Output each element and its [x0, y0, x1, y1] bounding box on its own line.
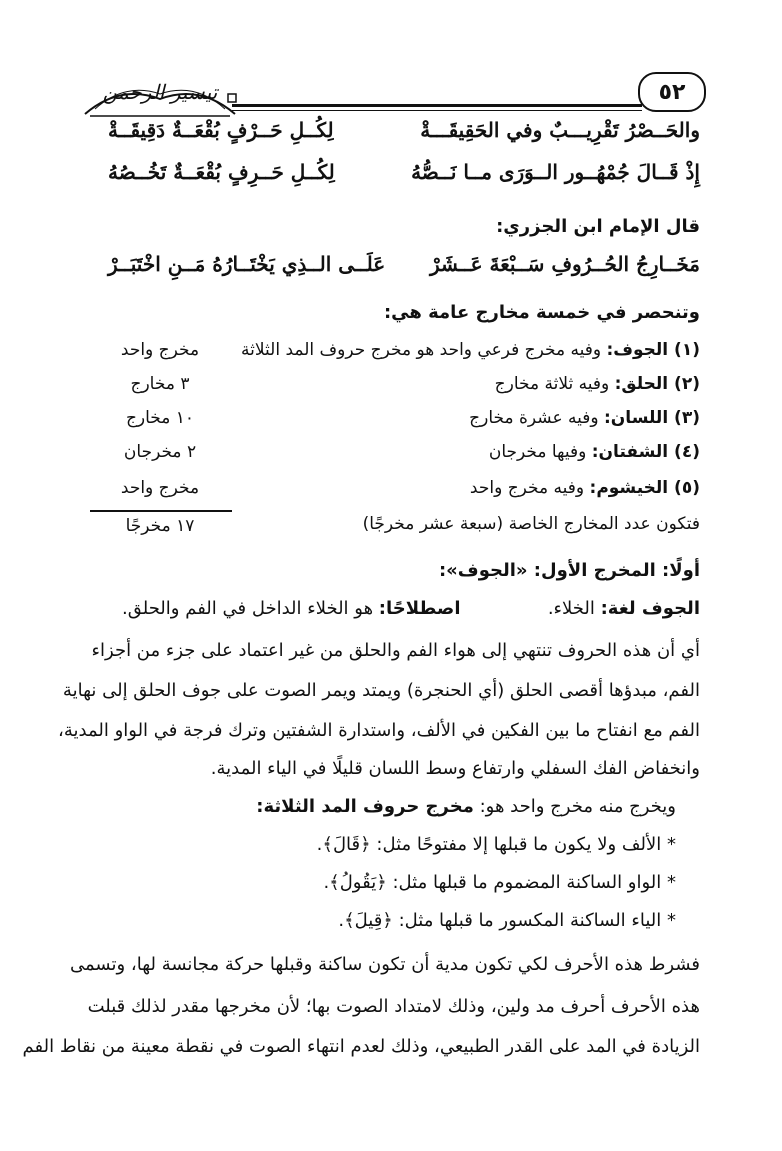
jazari-verse-left: عَلَــى الــذِي يَخْتَــارُهُ مَــنِ اخْتَبَــرْ	[108, 252, 386, 276]
makhraj-text: وفيها مخرجان	[488, 442, 592, 462]
makhraj-row-5	[470, 478, 700, 498]
makhraj-count: ٣ مخارج	[130, 374, 190, 394]
makhraj-count: مخرج واحد	[120, 478, 200, 498]
verse-1-right: والحَــصْرُ تَقْرِيـــبٌ وفي الحَقِيقَـــةْ	[420, 118, 700, 142]
verse-1-left: لِكُــلِ حَــرْفٍ بُقْعَــةٌ دَقِيقَــةْ	[108, 118, 334, 142]
makhraj-text: وفيه ثلاثة مخارج	[494, 374, 615, 394]
para3-line: الزيادة في المد على القدر الطبيعي، وذلك لعدم انتهاء الصوت في نقطة معينة من نقاط الفم	[22, 1036, 700, 1057]
makhraj-label: (٣) اللسان:	[604, 408, 700, 428]
makhraj-label: (٤) الشفتان:	[591, 442, 700, 462]
total-line: فتكون عدد المخارج الخاصة (سبعة عشر مخرجًا)	[362, 514, 700, 534]
makhraj-count: ١٠ مخارج	[125, 408, 195, 428]
verse-2-left: لِكُــلِ حَــرِفٍ بُقْعَــةٌ تَخُــصُهُ	[108, 160, 335, 184]
para1-line: الفم مع انفتاح ما بين الفكين في الألف، واستدارة الشفتين وترك فرجة في الواو المدية،	[58, 720, 700, 741]
para1-line: وانخفاض الفك السفلي وارتفاع وسط اللسان قليلًا في الياء المدية.	[210, 758, 700, 779]
section-title: أولًا: المخرج الأول: «الجوف»:	[438, 560, 700, 581]
page-number-badge	[638, 72, 706, 112]
para1-line: الفم، مبدؤها أقصى الحلق (أي الحنجرة) ويمتد ويمر الصوت على جوف الحلق إلى نهاية	[62, 680, 700, 701]
page-number: ٥٢	[658, 79, 686, 105]
para2	[256, 796, 676, 817]
makhraj-label: (١) الجوف:	[606, 340, 700, 360]
header-rule	[232, 104, 642, 107]
makhraj-label: (٢) الحلق:	[614, 374, 700, 394]
def-istilah-text: هو الخلاء الداخل في الفم والحلق.	[122, 598, 379, 619]
jazari-verse-right: مَخَــارِجُ الحُــرُوفِ سَــبْعَةَ عَــشَرْ	[429, 252, 700, 276]
bullet-item: * الياء الساكنة المكسور ما قبلها مثل: ﴿قِيلَ﴾.	[338, 910, 676, 931]
makhraj-text: وفيه مخرج فرعي واحد هو مخرج حروف المد الثلاثة	[241, 340, 607, 360]
makhraj-label: (٥) الخيشوم:	[589, 478, 700, 498]
para1-line: أي أن هذه الحروف تنتهي إلى هواء الفم والحلق من غير اعتماد على جزء من أجزاء	[91, 640, 700, 661]
makhraj-count: ٢ مخرجان	[123, 442, 197, 462]
para2-prefix: ويخرج منه مخرج واحد هو:	[473, 796, 676, 817]
para2-bold: مخرج حروف المد الثلاثة:	[256, 796, 474, 817]
makhraj-count: مخرج واحد	[120, 340, 200, 360]
def-istilah-label: اصطلاحًا:	[378, 598, 461, 619]
makhraj-row-2	[495, 374, 700, 394]
bullet-item: * الألف ولا يكون ما قبلها إلا مفتوحًا مثل: ﴿قَالَ﴾.	[316, 834, 676, 855]
def-istilah	[122, 598, 461, 619]
verse-2-right: إِذْ قَــالَ جُمْهُــور الــوَرَى مــا نَــصُّهُ	[411, 160, 700, 184]
para3-line: فشرط هذه الأحرف لكي تكون مدية أن تكون ساكنة وقبلها حركة مجانسة لها، وتسمى	[70, 954, 700, 975]
total-count: ١٧ مخرجًا	[125, 516, 195, 536]
makhraj-row-1	[241, 340, 700, 360]
makhraj-row-3	[469, 408, 700, 428]
def-lugha-text: الخلاء.	[547, 598, 601, 619]
makhraj-row-4	[489, 442, 700, 462]
total-rule	[90, 510, 232, 512]
makhraj-text: وفيه مخرج واحد	[469, 478, 590, 498]
jazari-heading: قال الإمام ابن الجزري:	[496, 216, 700, 237]
makhraj-text: وفيه عشرة مخارج	[469, 408, 604, 428]
bullet-item: * الواو الساكنة المضموم ما قبلها مثل: ﴿يَقُولُ﴾.	[323, 872, 676, 893]
makharij-heading: وتنحصر في خمسة مخارج عامة هي:	[383, 302, 700, 323]
header-rule-thin	[232, 110, 642, 111]
para3-line: هذه الأحرف أحرف مد ولين، وذلك لامتداد الصوت بها؛ لأن مخرجها مقدر لذلك قبلت	[87, 996, 700, 1017]
book-title: تيسير الرحمن	[102, 80, 218, 104]
def-lugha-label: الجوف لغة:	[600, 598, 700, 619]
def-lugha	[548, 598, 700, 619]
